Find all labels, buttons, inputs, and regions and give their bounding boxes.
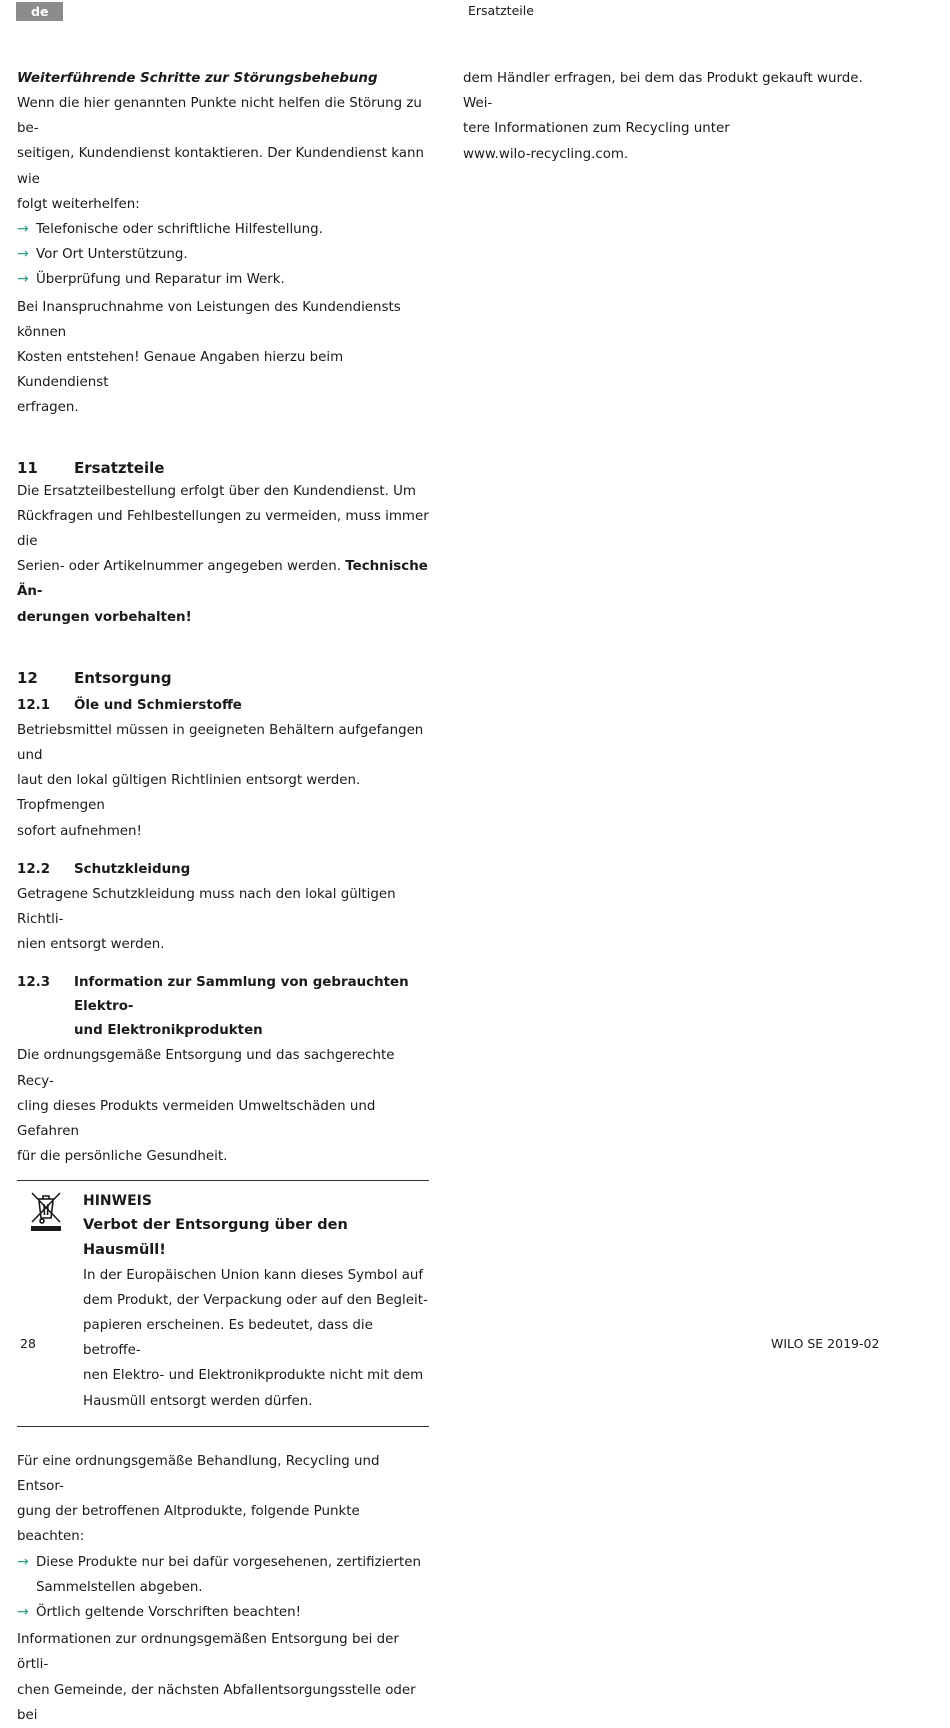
- notice-line: papieren erscheinen. Es bedeutet, dass die betroffe-: [83, 1317, 373, 1359]
- section-12-2-heading: 12.2 Schutzkleidung: [17, 861, 191, 877]
- section-12-heading: 12 Entsorgung: [17, 668, 172, 687]
- section-11-line: Serien- oder Artikelnummer angegeben werden. Technische Än-: [17, 559, 428, 600]
- notice-line: nen Elektro- und Elektronikprodukte nicht mit dem: [83, 1368, 424, 1384]
- section-12-1-line: Betriebsmittel müssen in geeigneten Behältern aufgefangen und: [17, 722, 424, 764]
- list-item: → Telefonische oder schriftliche Hilfestellung.: [17, 217, 429, 242]
- crossed-out-wheelie-bin-icon: [29, 1190, 63, 1232]
- notice-line: In der Europäischen Union kann dieses Symbol auf: [83, 1267, 424, 1283]
- disposal-line: Für eine ordnungsgemäße Behandlung, Recycling und Entsor-: [17, 1453, 380, 1494]
- notice-line: Hausmüll entsorgt werden dürfen.: [83, 1393, 313, 1409]
- notice-box: [17, 1180, 429, 1427]
- recycling-url: www.wilo-recycling.com.: [463, 146, 629, 162]
- notice-line: dem Produkt, der Verpackung oder auf den Begleit-: [83, 1292, 428, 1308]
- section-11-line: Die Ersatzteilbestellung erfolgt über den Kundendienst. Um: [17, 483, 416, 499]
- footer-company-date: WILO SE 2019-02: [771, 1336, 880, 1351]
- right-column: [463, 66, 875, 167]
- list-item: → Überprüfung und Reparatur im Werk.: [17, 267, 429, 292]
- section-12-2-line: Getragene Schutzkleidung muss nach den lokal gültigen Richtli-: [17, 886, 396, 928]
- section-12-3-heading: 12.3 Information zur Sammlung von gebrauchten Elektro- und Elektronikprodukten: [17, 975, 409, 1039]
- disposal-list: [17, 1550, 429, 1626]
- list-item: → Vor Ort Unterstützung.: [17, 242, 429, 267]
- disposal-instructions: [17, 1449, 429, 1728]
- troubleshoot-intro-line: Wenn die hier genannten Punkte nicht helfen die Störung zu be-: [17, 96, 422, 137]
- section-12-1-heading: 12.1 Öle und Schmierstoffe: [17, 697, 242, 713]
- section-11-line: derungen vorbehalten!: [17, 609, 192, 625]
- troubleshoot-heading: Weiterführende Schritte zur Störungsbehebung: [17, 71, 378, 86]
- list-item: → Diese Produkte nur bei dafür vorgesehenen, zertifizierten Sammelstellen abgeben.: [17, 1550, 429, 1600]
- language-tag: de: [16, 2, 63, 21]
- cost-note-line: erfragen.: [17, 400, 79, 416]
- troubleshoot-intro-line: seitigen, Kundendienst kontaktieren. Der Kundendienst kann wie: [17, 146, 424, 187]
- section-12-1-line: laut den lokal gültigen Richtlinien entsorgt werden. Tropfmengen: [17, 773, 361, 814]
- arrow-right-icon: →: [17, 1553, 29, 1570]
- cost-note-line: Kosten entstehen! Genaue Angaben hierzu beim Kundendienst: [17, 350, 344, 391]
- arrow-right-icon: →: [17, 1603, 29, 1620]
- disposal-closing-line: Informationen zur ordnungsgemäßen Entsorgung bei der örtli-: [17, 1632, 399, 1673]
- section-12: [17, 667, 429, 1170]
- arrow-right-icon: →: [17, 271, 29, 288]
- section-12-3-line: cling dieses Produkts vermeiden Umweltschäden und Gefahren: [17, 1098, 376, 1140]
- troubleshoot-intro-line: folgt weiterhelfen:: [17, 196, 140, 212]
- cost-note-line: Bei Inanspruchnahme von Leistungen des Kundendiensts können: [17, 299, 401, 340]
- section-11-line: Rückfragen und Fehlbestellungen zu vermeiden, muss immer die: [17, 508, 429, 550]
- troubleshoot-section: [17, 66, 429, 421]
- running-header-title: Ersatzteile: [468, 3, 534, 18]
- section-12-3-line: Die ordnungsgemäße Entsorgung und das sachgerechte Recy-: [17, 1048, 395, 1089]
- section-11: [17, 457, 429, 630]
- section-11-heading: 11 Ersatzteile: [17, 458, 165, 477]
- troubleshoot-list: [17, 217, 429, 293]
- page-number: 28: [20, 1336, 36, 1351]
- notice-subtitle: Verbot der Entsorgung über den Hausmüll!: [83, 1216, 348, 1258]
- disposal-closing-line: chen Gemeinde, der nächsten Abfallentsorgungsstelle oder bei: [17, 1682, 416, 1723]
- right-column-line: dem Händler erfragen, bei dem das Produkt gekauft wurde. Wei-: [463, 71, 863, 112]
- arrow-right-icon: →: [17, 246, 29, 263]
- section-12-1-line: sofort aufnehmen!: [17, 823, 142, 839]
- list-item: → Örtlich geltende Vorschriften beachten!: [17, 1600, 429, 1625]
- section-12-3-line: für die persönliche Gesundheit.: [17, 1149, 228, 1165]
- left-column: [17, 66, 429, 1728]
- arrow-right-icon: →: [17, 221, 29, 238]
- notice-title: HINWEIS: [83, 1192, 152, 1209]
- disposal-line: gung der betroffenen Altprodukte, folgende Punkte beachten:: [17, 1504, 360, 1545]
- right-column-line: tere Informationen zum Recycling unter: [463, 121, 730, 137]
- section-12-2-line: nien entsorgt werden.: [17, 937, 165, 953]
